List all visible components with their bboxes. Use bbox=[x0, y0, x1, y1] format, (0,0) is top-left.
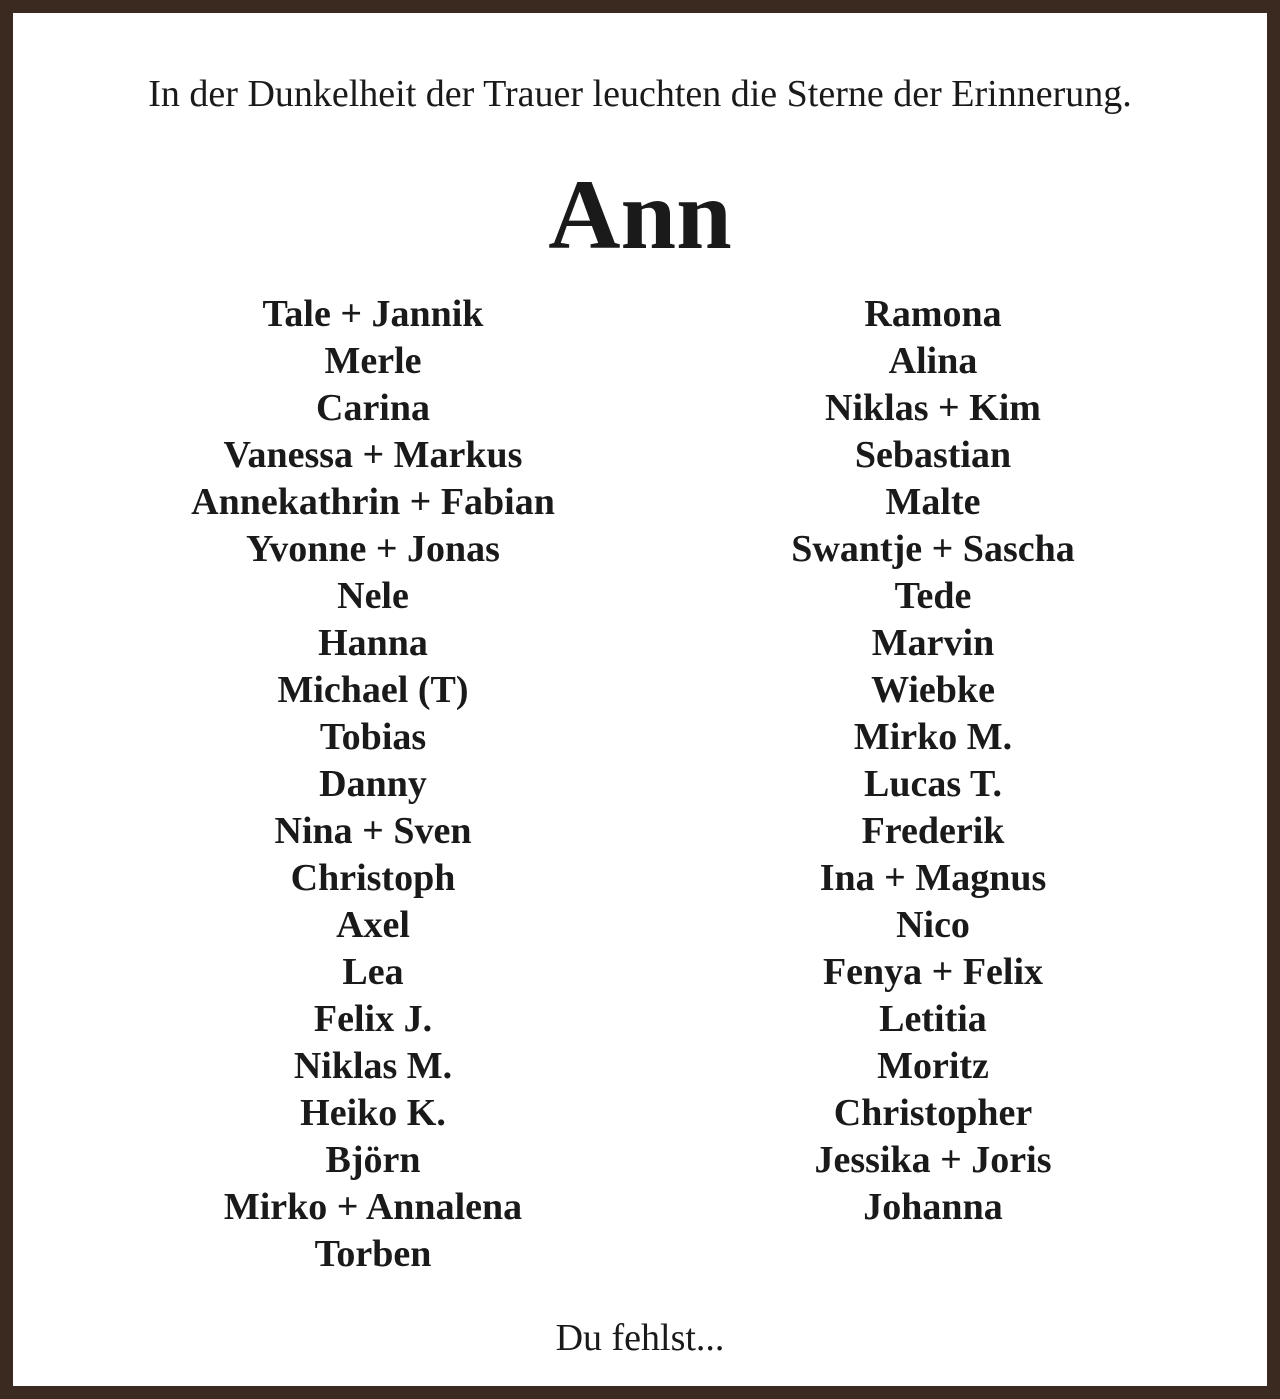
mourner-name: Merle bbox=[324, 340, 422, 382]
mourner-name: Letitia bbox=[879, 998, 987, 1040]
mourner-name: Torben bbox=[314, 1233, 432, 1275]
mourner-name: Niklas + Kim bbox=[825, 387, 1041, 429]
mourner-name: Heiko K. bbox=[300, 1092, 446, 1134]
mourners-left-column bbox=[93, 291, 653, 1278]
mourner-name: Christopher bbox=[833, 1092, 1033, 1134]
mourner-name: Michael (T) bbox=[277, 669, 469, 711]
mourner-name: Wiebke bbox=[871, 669, 995, 711]
mourner-name: Frederik bbox=[861, 810, 1005, 852]
mourner-name: Niklas M. bbox=[293, 1045, 453, 1087]
mourner-name: Danny bbox=[319, 763, 427, 805]
mourner-name: Moritz bbox=[877, 1045, 989, 1087]
mourner-name: Johanna bbox=[863, 1186, 1003, 1228]
mourner-name: Nele bbox=[337, 575, 409, 617]
mourner-name: Sebastian bbox=[854, 434, 1012, 476]
mourner-name: Christoph bbox=[290, 857, 456, 899]
mourner-name: Ina + Magnus bbox=[819, 857, 1047, 899]
mourner-name: Lucas T. bbox=[864, 763, 1002, 805]
mourner-name: Mirko M. bbox=[853, 716, 1013, 758]
mourner-name: Tobias bbox=[319, 716, 427, 758]
mourner-name: Lea bbox=[342, 951, 404, 993]
mourner-name: Yvonne + Jonas bbox=[246, 528, 500, 570]
mourner-name: Ramona bbox=[864, 293, 1002, 335]
motto-text: In der Dunkelheit der Trauer leuchten die Sterne der Erinnerung. bbox=[148, 73, 1132, 115]
mourner-name: Felix J. bbox=[313, 998, 433, 1040]
mourner-name: Axel bbox=[336, 904, 410, 946]
mourner-name: Carina bbox=[316, 387, 430, 429]
mourner-name: Annekathrin + Fabian bbox=[191, 481, 555, 523]
mourner-name: Nico bbox=[896, 904, 970, 946]
mourner-name: Vanessa + Markus bbox=[223, 434, 523, 476]
mourner-name: Björn bbox=[325, 1139, 421, 1181]
mourner-name: Tale + Jannik bbox=[262, 293, 484, 335]
mourner-name: Jessika + Joris bbox=[814, 1139, 1052, 1181]
mourner-name: Swantje + Sascha bbox=[791, 528, 1075, 570]
mourner-name: Alina bbox=[888, 340, 978, 382]
mourner-name: Hanna bbox=[318, 622, 428, 664]
mourner-name: Marvin bbox=[871, 622, 995, 664]
closing-text: Du fehlst... bbox=[555, 1317, 725, 1359]
mourners-right-column bbox=[653, 291, 1213, 1231]
mourner-name: Tede bbox=[894, 575, 972, 617]
mourner-name: Fenya + Felix bbox=[822, 951, 1044, 993]
mourner-name: Nina + Sven bbox=[274, 810, 472, 852]
mourner-name: Mirko + Annalena bbox=[223, 1186, 523, 1228]
deceased-name: Ann bbox=[548, 159, 732, 270]
mourner-name: Malte bbox=[885, 481, 981, 523]
